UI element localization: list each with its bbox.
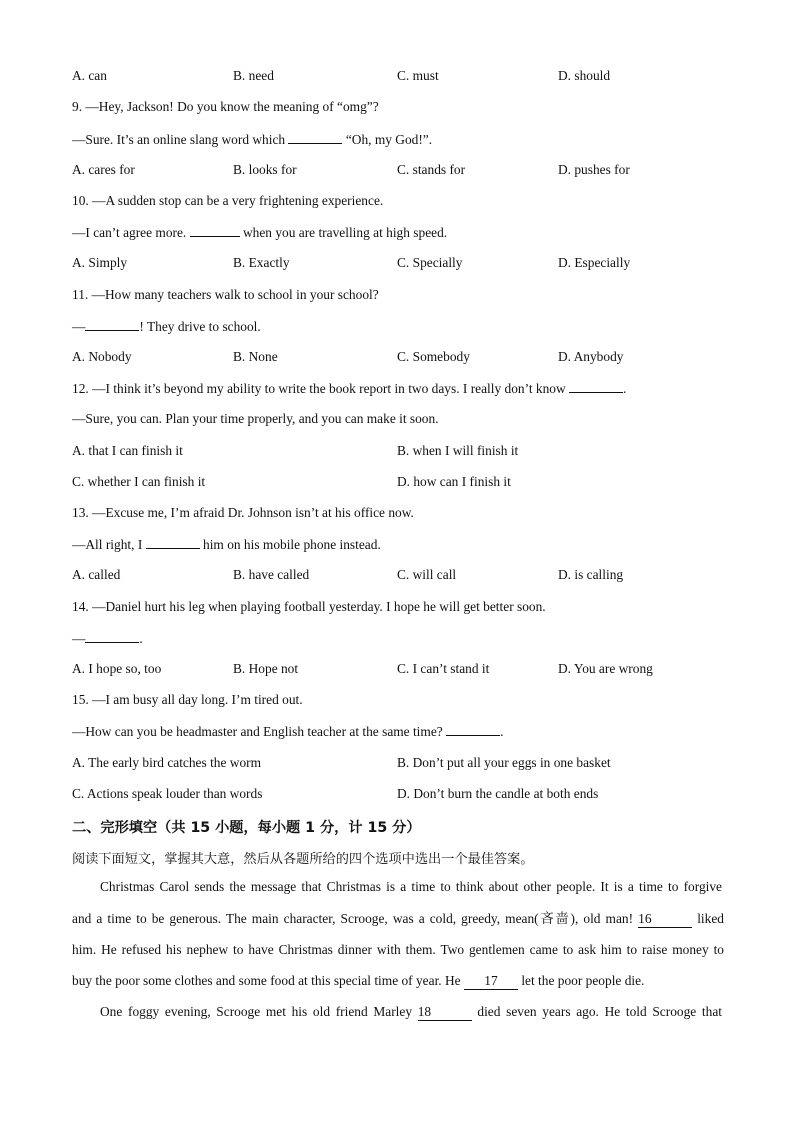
answer-blank: [288, 131, 342, 144]
answer-blank: [146, 536, 200, 549]
q14-option-c: C. I can’t stand it: [397, 661, 490, 676]
q9-option-a: A. cares for: [72, 162, 135, 177]
q11-response-post: ! They drive to school.: [139, 319, 261, 334]
q11-option-c: C. Somebody: [397, 349, 470, 364]
q8-option-a: A. can: [72, 68, 107, 83]
q12-stem-post: .: [623, 381, 627, 396]
answer-blank: [446, 723, 500, 736]
q13-option-a: A. called: [72, 567, 121, 582]
passage-line-4-pre: buy the poor some clothes and some food at this special time of year. He: [72, 973, 461, 988]
q11-option-b: B. None: [233, 349, 278, 364]
section-instruction: 阅读下面短文，掌握其大意，然后从各题所给的四个选项中选出一个最佳答案。: [72, 852, 534, 867]
passage-line-2-pre: and a time to be generous. The main character, Scrooge, was a cold, greedy, mean(吝啬), old man!: [72, 911, 634, 926]
q8-option-c: C. must: [397, 68, 439, 83]
q8-option-d: D. should: [558, 68, 611, 83]
q12-stem: [72, 380, 626, 397]
q14-response-pre: —: [72, 631, 86, 646]
q15-response-pre: —How can you be headmaster and English teacher at the same time?: [72, 724, 443, 739]
q10-stem: 10. —A sudden stop can be a very frightening experience.: [72, 193, 384, 208]
q12-option-a: A. that I can finish it: [72, 443, 183, 458]
passage-line-1: Christmas Carol sends the message that Christmas is a time to think about other people. It is a time to forgive: [100, 879, 722, 894]
blank-16: 16: [638, 911, 692, 928]
passage-line-5-pre: One foggy evening, Scrooge met his old friend Marley: [100, 1004, 413, 1019]
q13-stem: 13. —Excuse me, I’m afraid Dr. Johnson isn’t at his office now.: [72, 505, 414, 520]
q13-option-b: B. have called: [233, 567, 310, 582]
q10-response-post: when you are travelling at high speed.: [242, 225, 448, 240]
q10-option-b: B. Exactly: [233, 255, 290, 270]
q11-option-d: D. Anybody: [558, 349, 624, 364]
passage-line-5: [100, 1004, 722, 1021]
passage-line-2: [72, 911, 724, 928]
q15-response-post: .: [500, 724, 504, 739]
q14-option-b: B. Hope not: [233, 661, 299, 676]
section-title: 二、完形填空（共 15 小题，每小题 1 分，计 15 分）: [72, 820, 421, 836]
q10-response: [72, 224, 447, 241]
q10-option-d: D. Especially: [558, 255, 631, 270]
answer-blank: [85, 318, 139, 331]
q14-response-post: .: [139, 631, 143, 646]
q15-response: [72, 723, 503, 740]
q13-response-pre: —All right, I: [72, 537, 143, 552]
passage-line-4: [72, 973, 724, 990]
q9-option-b: B. looks for: [233, 162, 297, 177]
q9-option-d: D. pushes for: [558, 162, 630, 177]
q8-option-b: B. need: [233, 68, 274, 83]
q13-option-d: D. is calling: [558, 567, 624, 582]
q15-option-c: C. Actions speak louder than words: [72, 786, 263, 801]
q10-option-c: C. Specially: [397, 255, 463, 270]
q12-option-c: C. whether I can finish it: [72, 474, 206, 489]
passage-line-5-post: died seven years ago. He told Scrooge that: [477, 1004, 722, 1019]
passage-line-2-post: liked: [697, 911, 724, 926]
answer-blank: [85, 630, 139, 643]
q12-stem-pre: 12. —I think it’s beyond my ability to write the book report in two days. I really don’t know: [72, 381, 566, 396]
q15-option-d: D. Don’t burn the candle at both ends: [397, 786, 599, 801]
q9-response: [72, 131, 432, 148]
passage-line-4-post: let the poor people die.: [521, 973, 645, 988]
q9-response-post: “Oh, my God!”.: [345, 132, 433, 147]
q9-response-pre: —Sure. It’s an online slang word which: [72, 132, 286, 147]
passage-line-3: him. He refused his nephew to have Christmas dinner with them. Two gentlemen came to ask him to raise money to: [72, 942, 724, 957]
q13-response: [72, 536, 381, 553]
q15-option-b: B. Don’t put all your eggs in one basket: [397, 755, 611, 770]
blank-18: 18: [418, 1004, 472, 1021]
q12-option-b: B. when I will finish it: [397, 443, 519, 458]
q11-response: [72, 318, 261, 335]
q13-response-post: him on his mobile phone instead.: [203, 537, 381, 552]
q12-option-d: D. how can I finish it: [397, 474, 511, 489]
blank-17: 17: [464, 973, 518, 990]
q10-option-a: A. Simply: [72, 255, 128, 270]
q12-response: —Sure, you can. Plan your time properly, and you can make it soon.: [72, 411, 439, 426]
q11-option-a: A. Nobody: [72, 349, 132, 364]
answer-blank: [569, 380, 623, 393]
q14-option-a: A. I hope so, too: [72, 661, 162, 676]
q14-option-d: D. You are wrong: [558, 661, 653, 676]
q14-response: [72, 630, 143, 647]
q10-response-pre: —I can’t agree more.: [72, 225, 187, 240]
q9-option-c: C. stands for: [397, 162, 466, 177]
q14-stem: 14. —Daniel hurt his leg when playing football yesterday. I hope he will get better soon.: [72, 599, 546, 614]
answer-blank: [190, 224, 240, 237]
q15-stem: 15. —I am busy all day long. I’m tired out.: [72, 692, 303, 707]
q11-response-pre: —: [72, 319, 86, 334]
q15-option-a: A. The early bird catches the worm: [72, 755, 262, 770]
q9-stem: 9. —Hey, Jackson! Do you know the meaning of “omg”?: [72, 99, 379, 114]
q13-option-c: C. will call: [397, 567, 457, 582]
q11-stem: 11. —How many teachers walk to school in your school?: [72, 287, 379, 302]
